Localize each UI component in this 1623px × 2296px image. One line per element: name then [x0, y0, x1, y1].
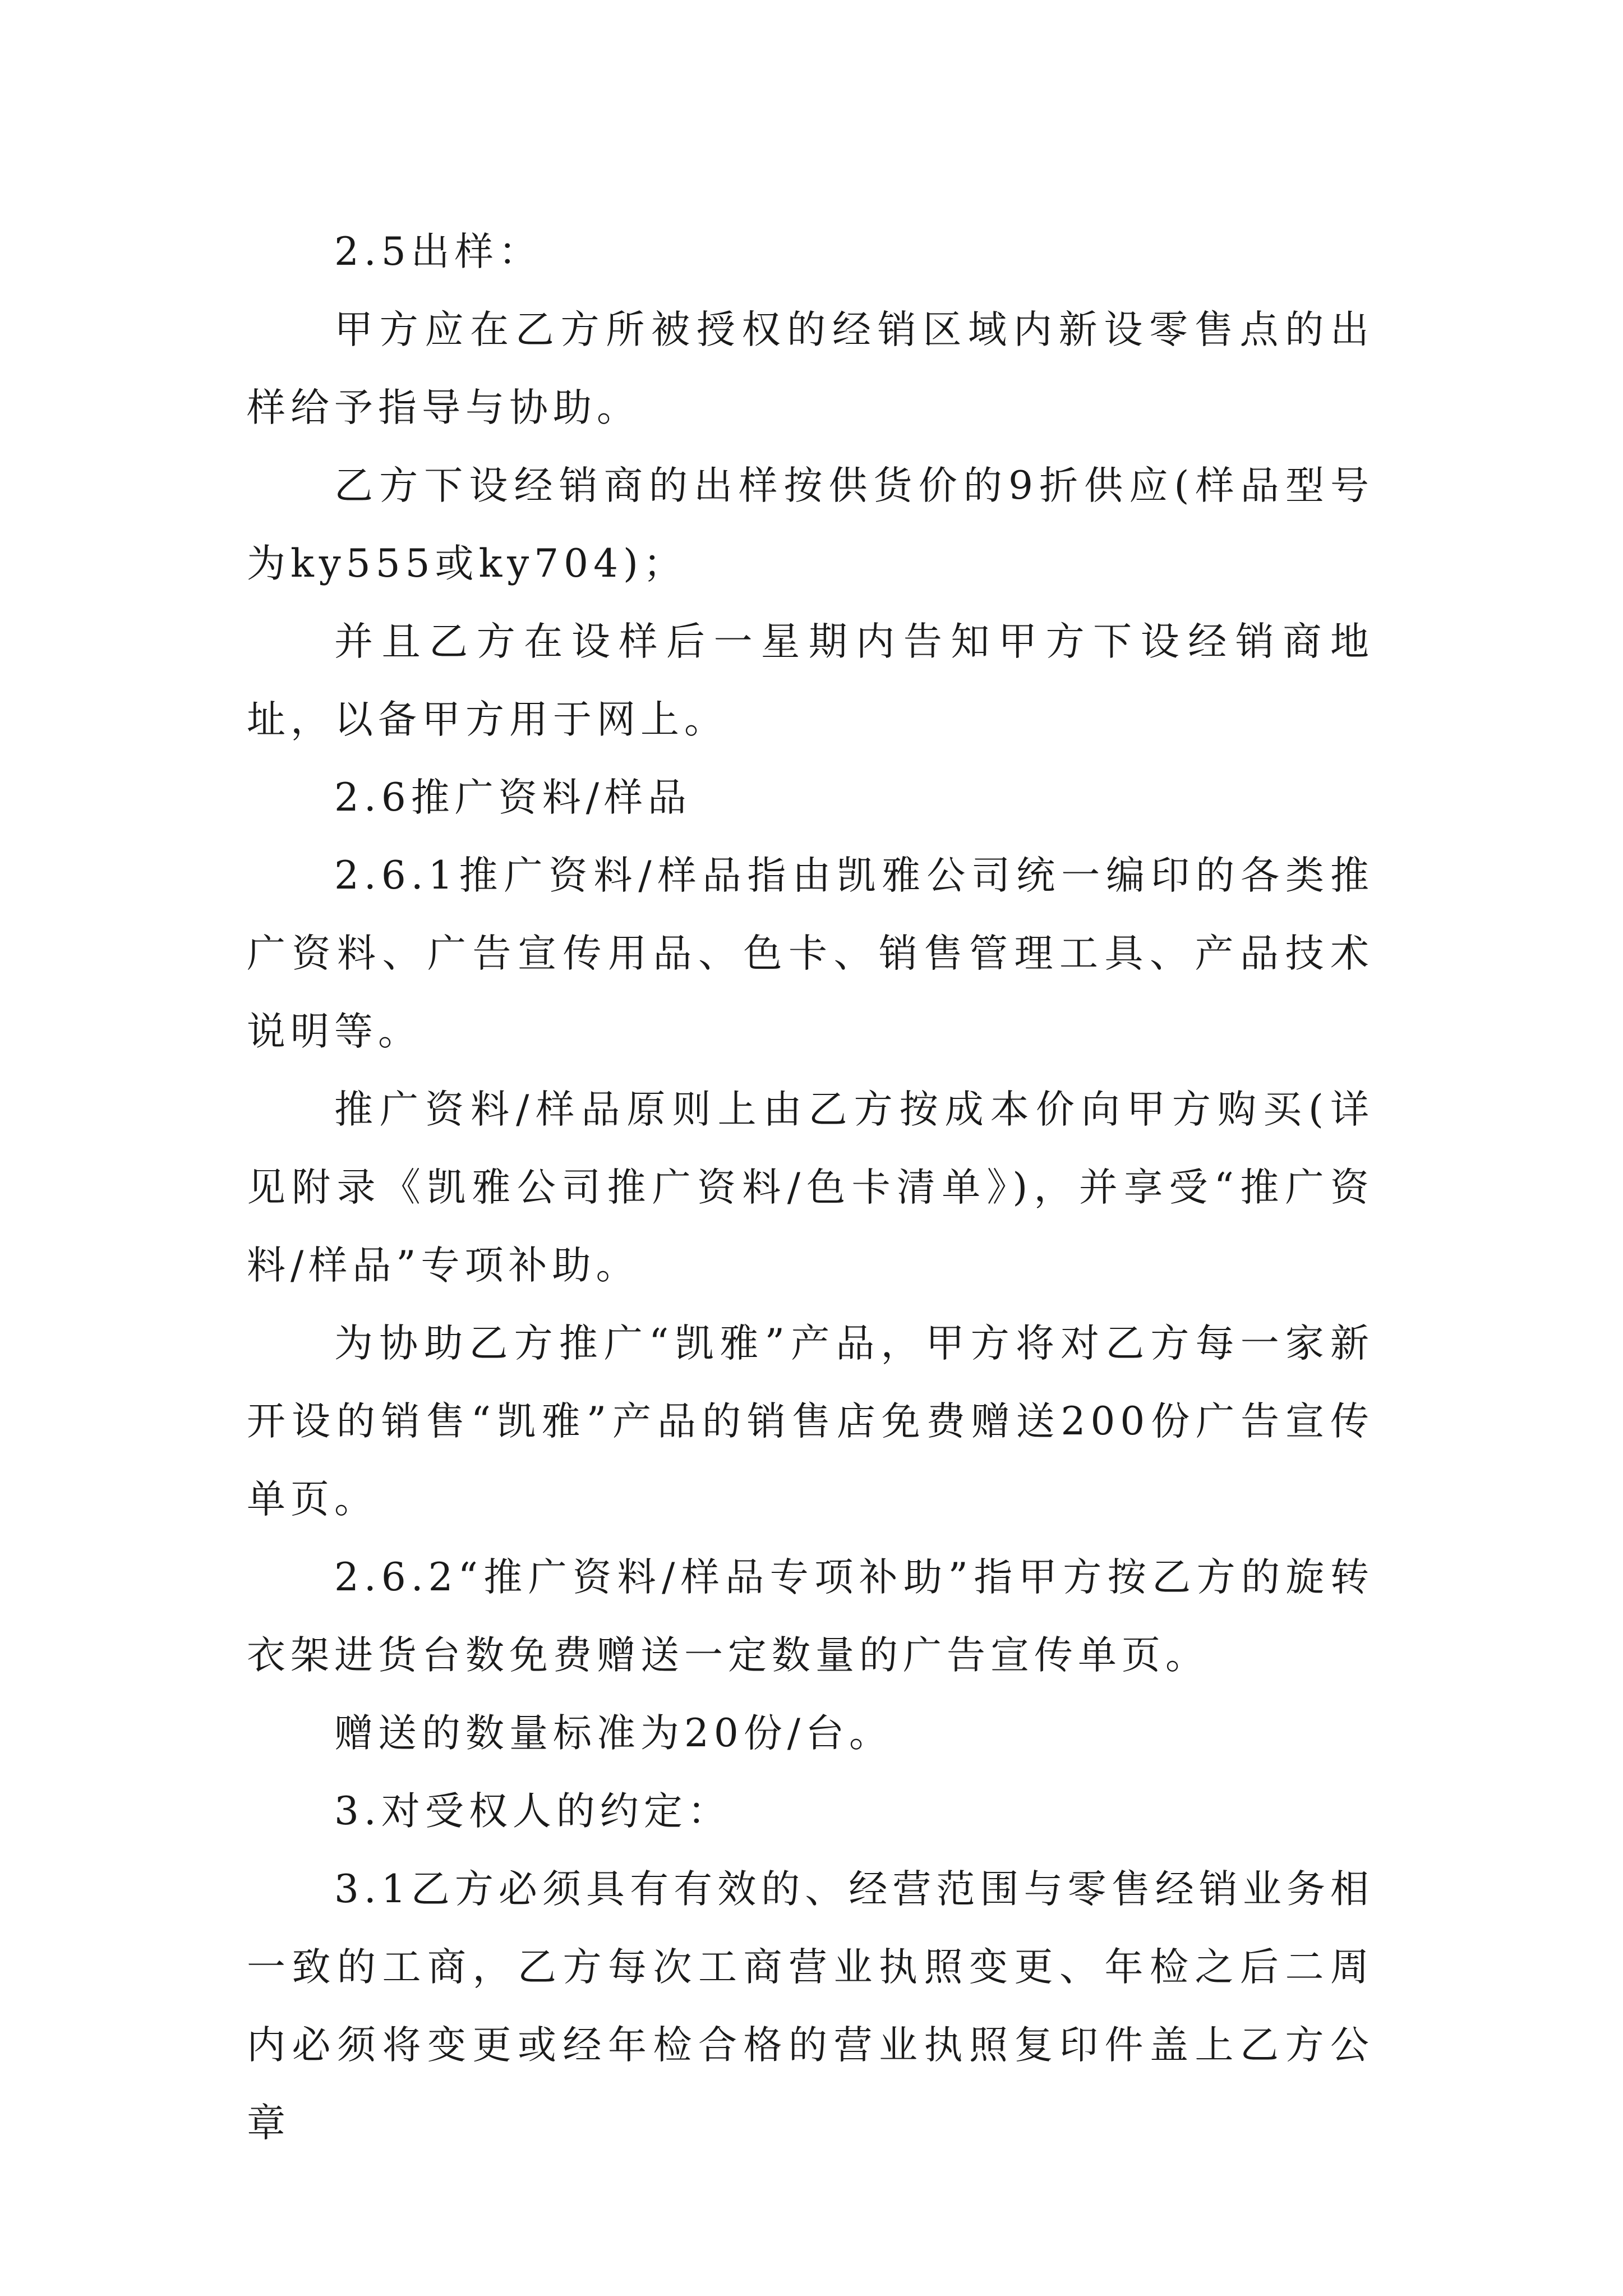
paragraph: 为协助乙方推广“凯雅”产品，甲方将对乙方每一家新开设的销售“凯雅”产品的销售店免费赠送200份广告宣传单页。: [247, 1321, 1374, 1522]
paragraph: 推广资料/样品原则上由乙方按成本价向甲方购买(详见附录《凯雅公司推广资料/色卡清单》)，并享受“推广资料/样品”专项补助。: [247, 1087, 1374, 1288]
heading-3: 3.对受权人的约定：: [334, 1789, 731, 1834]
paragraph: 3.1乙方必须具有有效的、经营范围与零售经销业务相一致的工商，乙方每次工商营业执照变更、年检之后二周内必须将变更或经年检合格的营业执照复印件盖上乙方公章: [247, 1867, 1374, 2146]
paragraph: 2.6.2“推广资料/样品专项补助”指甲方按乙方的旋转衣架进货台数免费赠送一定数量的广告宣传单页。: [247, 1555, 1374, 1678]
paragraph: 赠送的数量标准为20份/台。: [334, 1711, 893, 1756]
paragraph: 甲方应在乙方所被授权的经销区域内新设零售点的出样给予指导与协助。: [247, 307, 1374, 430]
heading-2-6: 2.6推广资料/样品: [334, 775, 691, 820]
paragraph: 并且乙方在设样后一星期内告知甲方下设经销商地址，以备甲方用于网上。: [247, 619, 1374, 742]
paragraph: 2.6.1推广资料/样品指由凯雅公司统一编印的各类推广资料、广告宣传用品、色卡、销售管理工具、产品技术说明等。: [247, 853, 1374, 1054]
heading-2-5: 2.5出样：: [334, 229, 542, 274]
body-text: [247, 213, 1374, 2162]
paragraph: 乙方下设经销商的出样按供货价的9折供应(样品型号为ky555或ky704)；: [247, 463, 1374, 586]
